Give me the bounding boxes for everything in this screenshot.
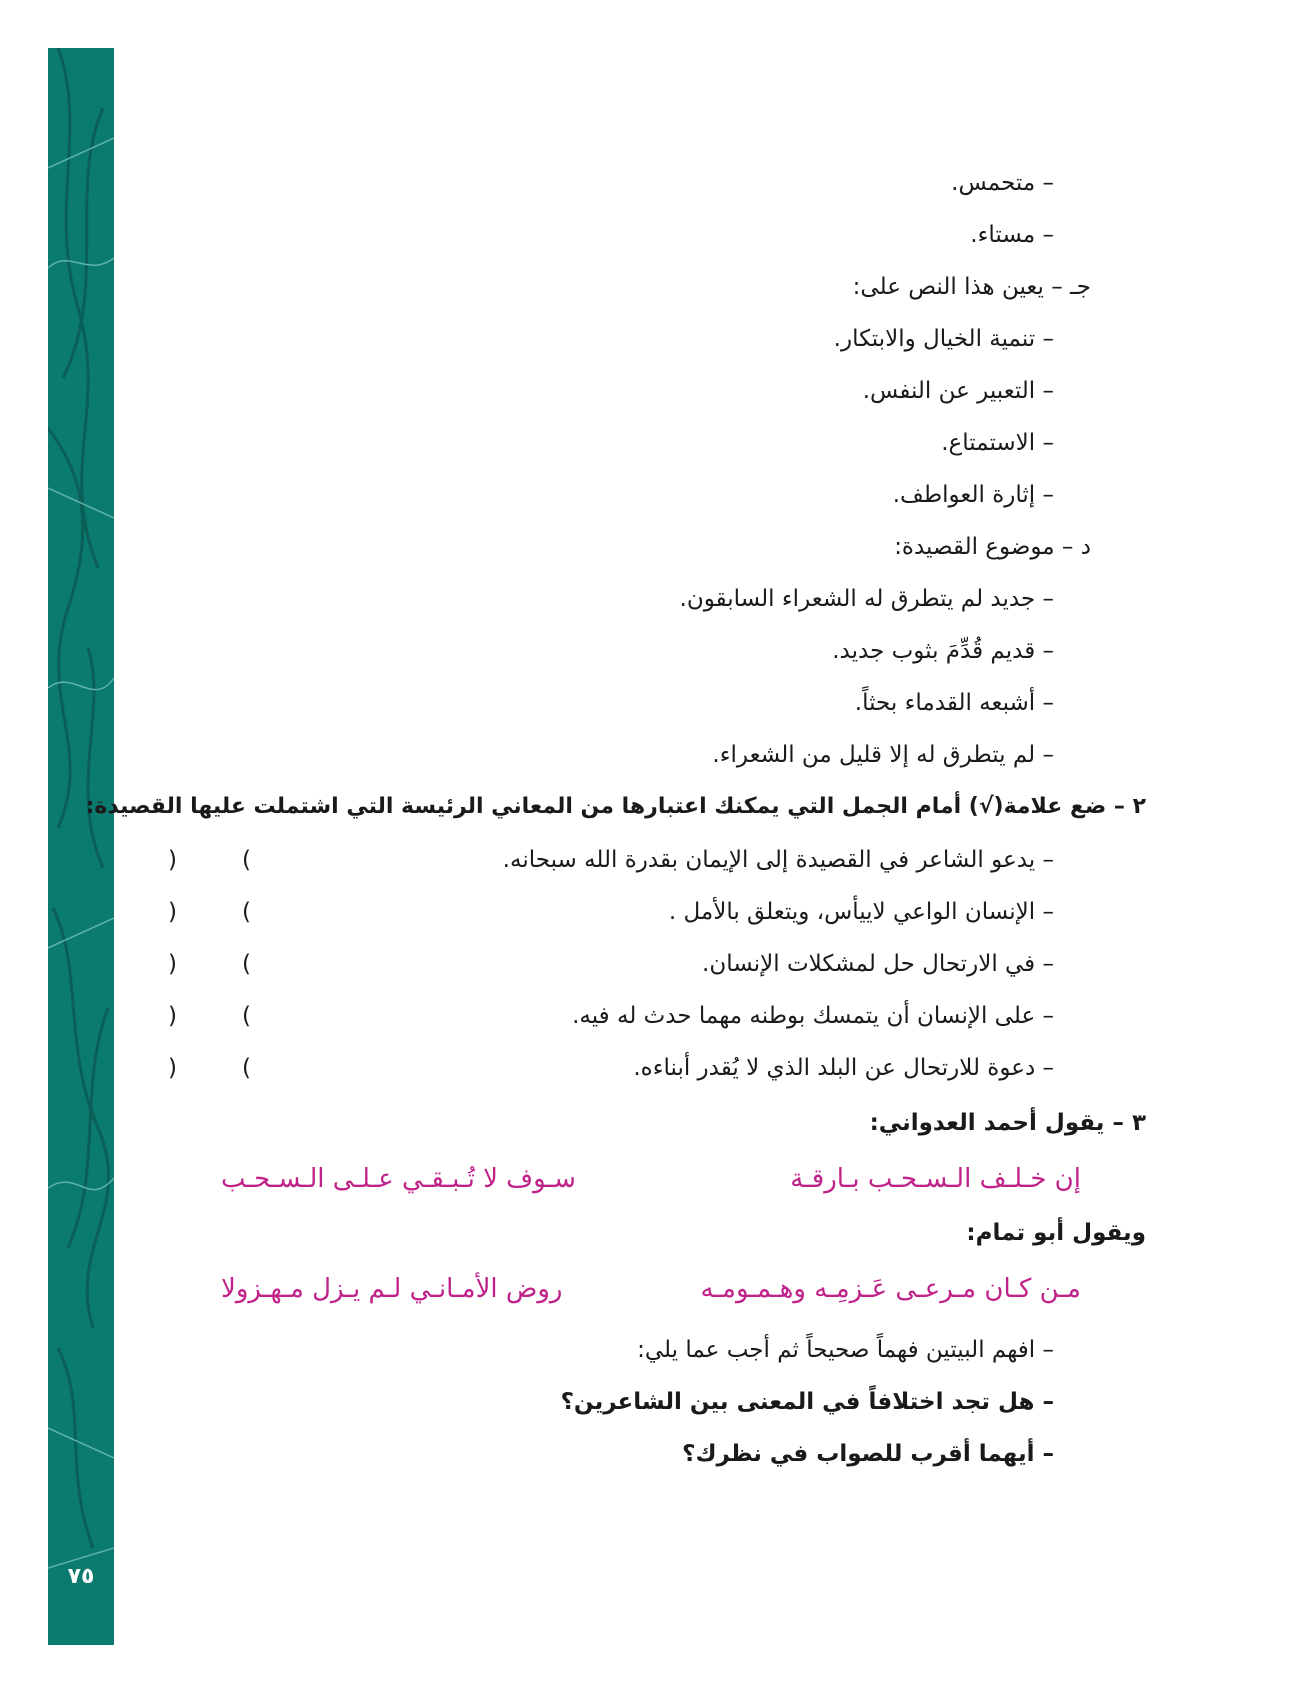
verse-1-first-hemistich: إن خـلـف الـسـحـب بـارقـة bbox=[790, 1164, 1081, 1194]
statement-item: – في الارتحال حل لمشكلات الإنسان. bbox=[702, 951, 1054, 977]
question-3-heading: ٣ – يقول أحمد العدواني: bbox=[869, 1110, 1146, 1136]
option-line: – إثارة العواطف. bbox=[892, 482, 1054, 508]
verse-2-first-hemistich: مـن كـان مـرعـى عَـزمِـه وهـمـومـه bbox=[700, 1274, 1081, 1304]
option-line: – التعبير عن النفس. bbox=[862, 378, 1054, 404]
discussion-question: – أيهما أقرب للصواب في نظرك؟ bbox=[682, 1441, 1054, 1467]
strip-pattern bbox=[48, 48, 114, 1645]
discussion-question: – هل تجد اختلافاً في المعنى بين الشاعرين؟ bbox=[560, 1389, 1054, 1415]
answer-paren-open: ( bbox=[242, 1003, 251, 1029]
page-number: ٧٥ bbox=[67, 1564, 95, 1589]
answer-paren-open: ( bbox=[242, 899, 251, 925]
answer-paren-open: ( bbox=[242, 847, 251, 873]
answer-paren-close: ) bbox=[168, 847, 177, 873]
answer-paren-close: ) bbox=[168, 1003, 177, 1029]
option-line: – جديد لم يتطرق له الشعراء السابقون. bbox=[679, 586, 1054, 612]
second-poet-intro: ويقول أبو تمام: bbox=[966, 1220, 1146, 1246]
option-line: – الاستمتاع. bbox=[941, 430, 1054, 456]
statement-item: – الإنسان الواعي لاييأس، ويتعلق بالأمل . bbox=[668, 899, 1054, 925]
option-line: – تنمية الخيال والابتكار. bbox=[833, 326, 1054, 352]
statement-item: – على الإنسان أن يتمسك بوطنه مهما حدث له فيه. bbox=[572, 1003, 1054, 1029]
decorative-side-strip bbox=[48, 48, 114, 1645]
statement-item: – يدعو الشاعر في القصيدة إلى الإيمان بقدرة الله سبحانه. bbox=[502, 847, 1054, 873]
section-heading: د – موضوع القصيدة: bbox=[894, 534, 1091, 560]
option-line: – أشبعه القدماء بحثاً. bbox=[854, 690, 1054, 716]
answer-paren-open: ( bbox=[242, 1055, 251, 1081]
option-line: – قديم قُدِّمَ بثوب جديد. bbox=[832, 638, 1054, 664]
answer-paren-close: ) bbox=[168, 951, 177, 977]
instruction-line: – افهم البيتين فهماً صحيحاً ثم أجب عما يلي: bbox=[637, 1337, 1054, 1363]
answer-paren-open: ( bbox=[242, 951, 251, 977]
option-line: – مستاء. bbox=[970, 222, 1054, 248]
answer-paren-close: ) bbox=[168, 899, 177, 925]
option-line: – لم يتطرق له إلا قليل من الشعراء. bbox=[712, 742, 1054, 768]
answer-paren-close: ) bbox=[168, 1055, 177, 1081]
question-2-heading: ٢ – ضع علامة(√) أمام الجمل التي يمكنك اعتبارها من المعاني الرئيسة التي اشتملت عليها القصيدة: bbox=[85, 794, 1146, 819]
section-heading: جـ – يعين هذا النص على: bbox=[852, 274, 1091, 300]
option-line: – متحمس. bbox=[951, 170, 1054, 196]
verse-2-second-hemistich: روض الأمـانـي لـم يـزل مـهـزولا bbox=[221, 1274, 563, 1304]
verse-1-second-hemistich: سـوف لا تُـبـقـي عـلـى الـسـحـب bbox=[221, 1164, 576, 1194]
statement-item: – دعوة للارتحال عن البلد الذي لا يُقدر أبناءه. bbox=[633, 1055, 1054, 1081]
